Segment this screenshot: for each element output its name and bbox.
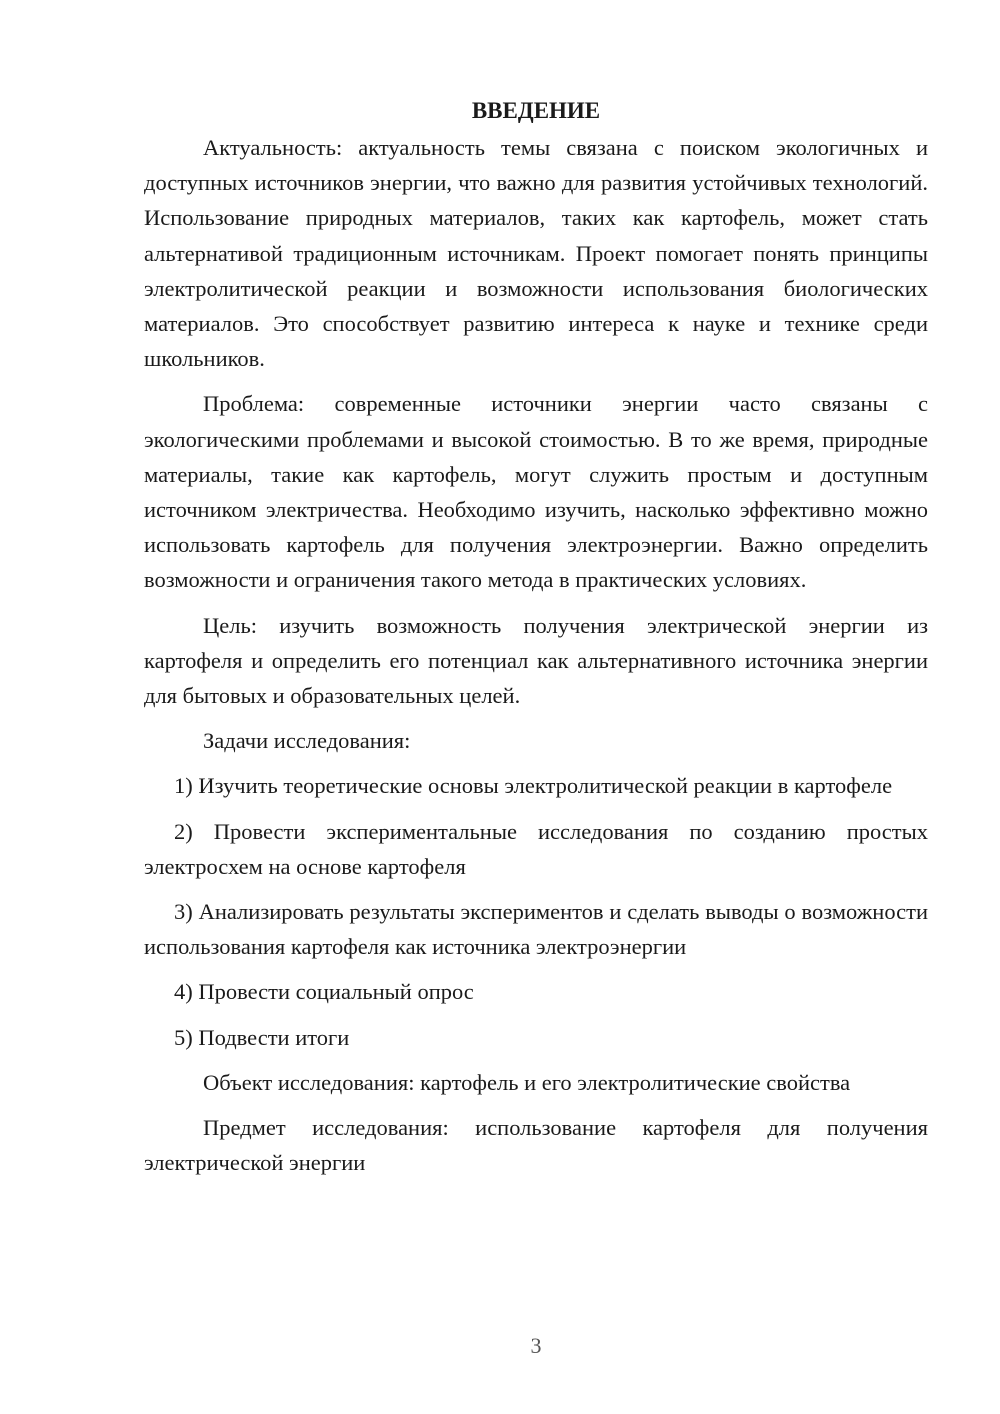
task-item: 2) Провести экспериментальные исследования по созданию простых электросхем на основе картофеля	[144, 818, 928, 879]
task-item: 1) Изучить теоретические основы электролитической реакции в картофеле	[174, 773, 893, 799]
document-page	[144, 93, 928, 1190]
paragraph-problem: Проблема: современные источники энергии часто связаны с экологическими проблемами и высокой стоимостью. В то же время, природные материалы, такие как картофель, могут служить простым и доступным источником электричества. Необходимо изучить, насколько эффективно можно использовать картофель для получения электроэнергии. Важно определить возможности и ограничения такого метода в практических условиях.	[144, 391, 928, 593]
paragraph-object: Объект исследования: картофель и его электролитические свойства	[203, 1069, 851, 1095]
paragraph-goal: Цель: изучить возможность получения электрической энергии из картофеля и определить его потенциал как альтернативного источника энергии для бытовых и образовательных целей.	[144, 612, 928, 709]
task-item: 3) Анализировать результаты экспериментов и сделать выводы о возможности использования картофеля как источника электроэнергии	[144, 899, 928, 960]
paragraph-relevance: Актуальность: актуальность темы связана с поиском экологичных и доступных источников энергии, что важно для развития устойчивых технологий. Использование природных материалов, таких как картофель, может стать альтернативой традиционным источникам. Проект помогает понять принципы электролитической реакции и возможности использования биологических материалов. Это способствует развитию интереса к науке и технике среди школьников.	[144, 135, 928, 372]
page-number: 3	[530, 1333, 542, 1358]
task-item: 5) Подвести итоги	[174, 1024, 350, 1050]
paragraph-tasks-intro: Задачи исследования:	[203, 728, 411, 754]
task-item: 4) Провести социальный опрос	[174, 979, 474, 1005]
section-heading: ВВЕДЕНИЕ	[471, 98, 601, 123]
paragraph-subject: Предмет исследования: использование картофеля для получения электрической энергии	[144, 1115, 928, 1176]
